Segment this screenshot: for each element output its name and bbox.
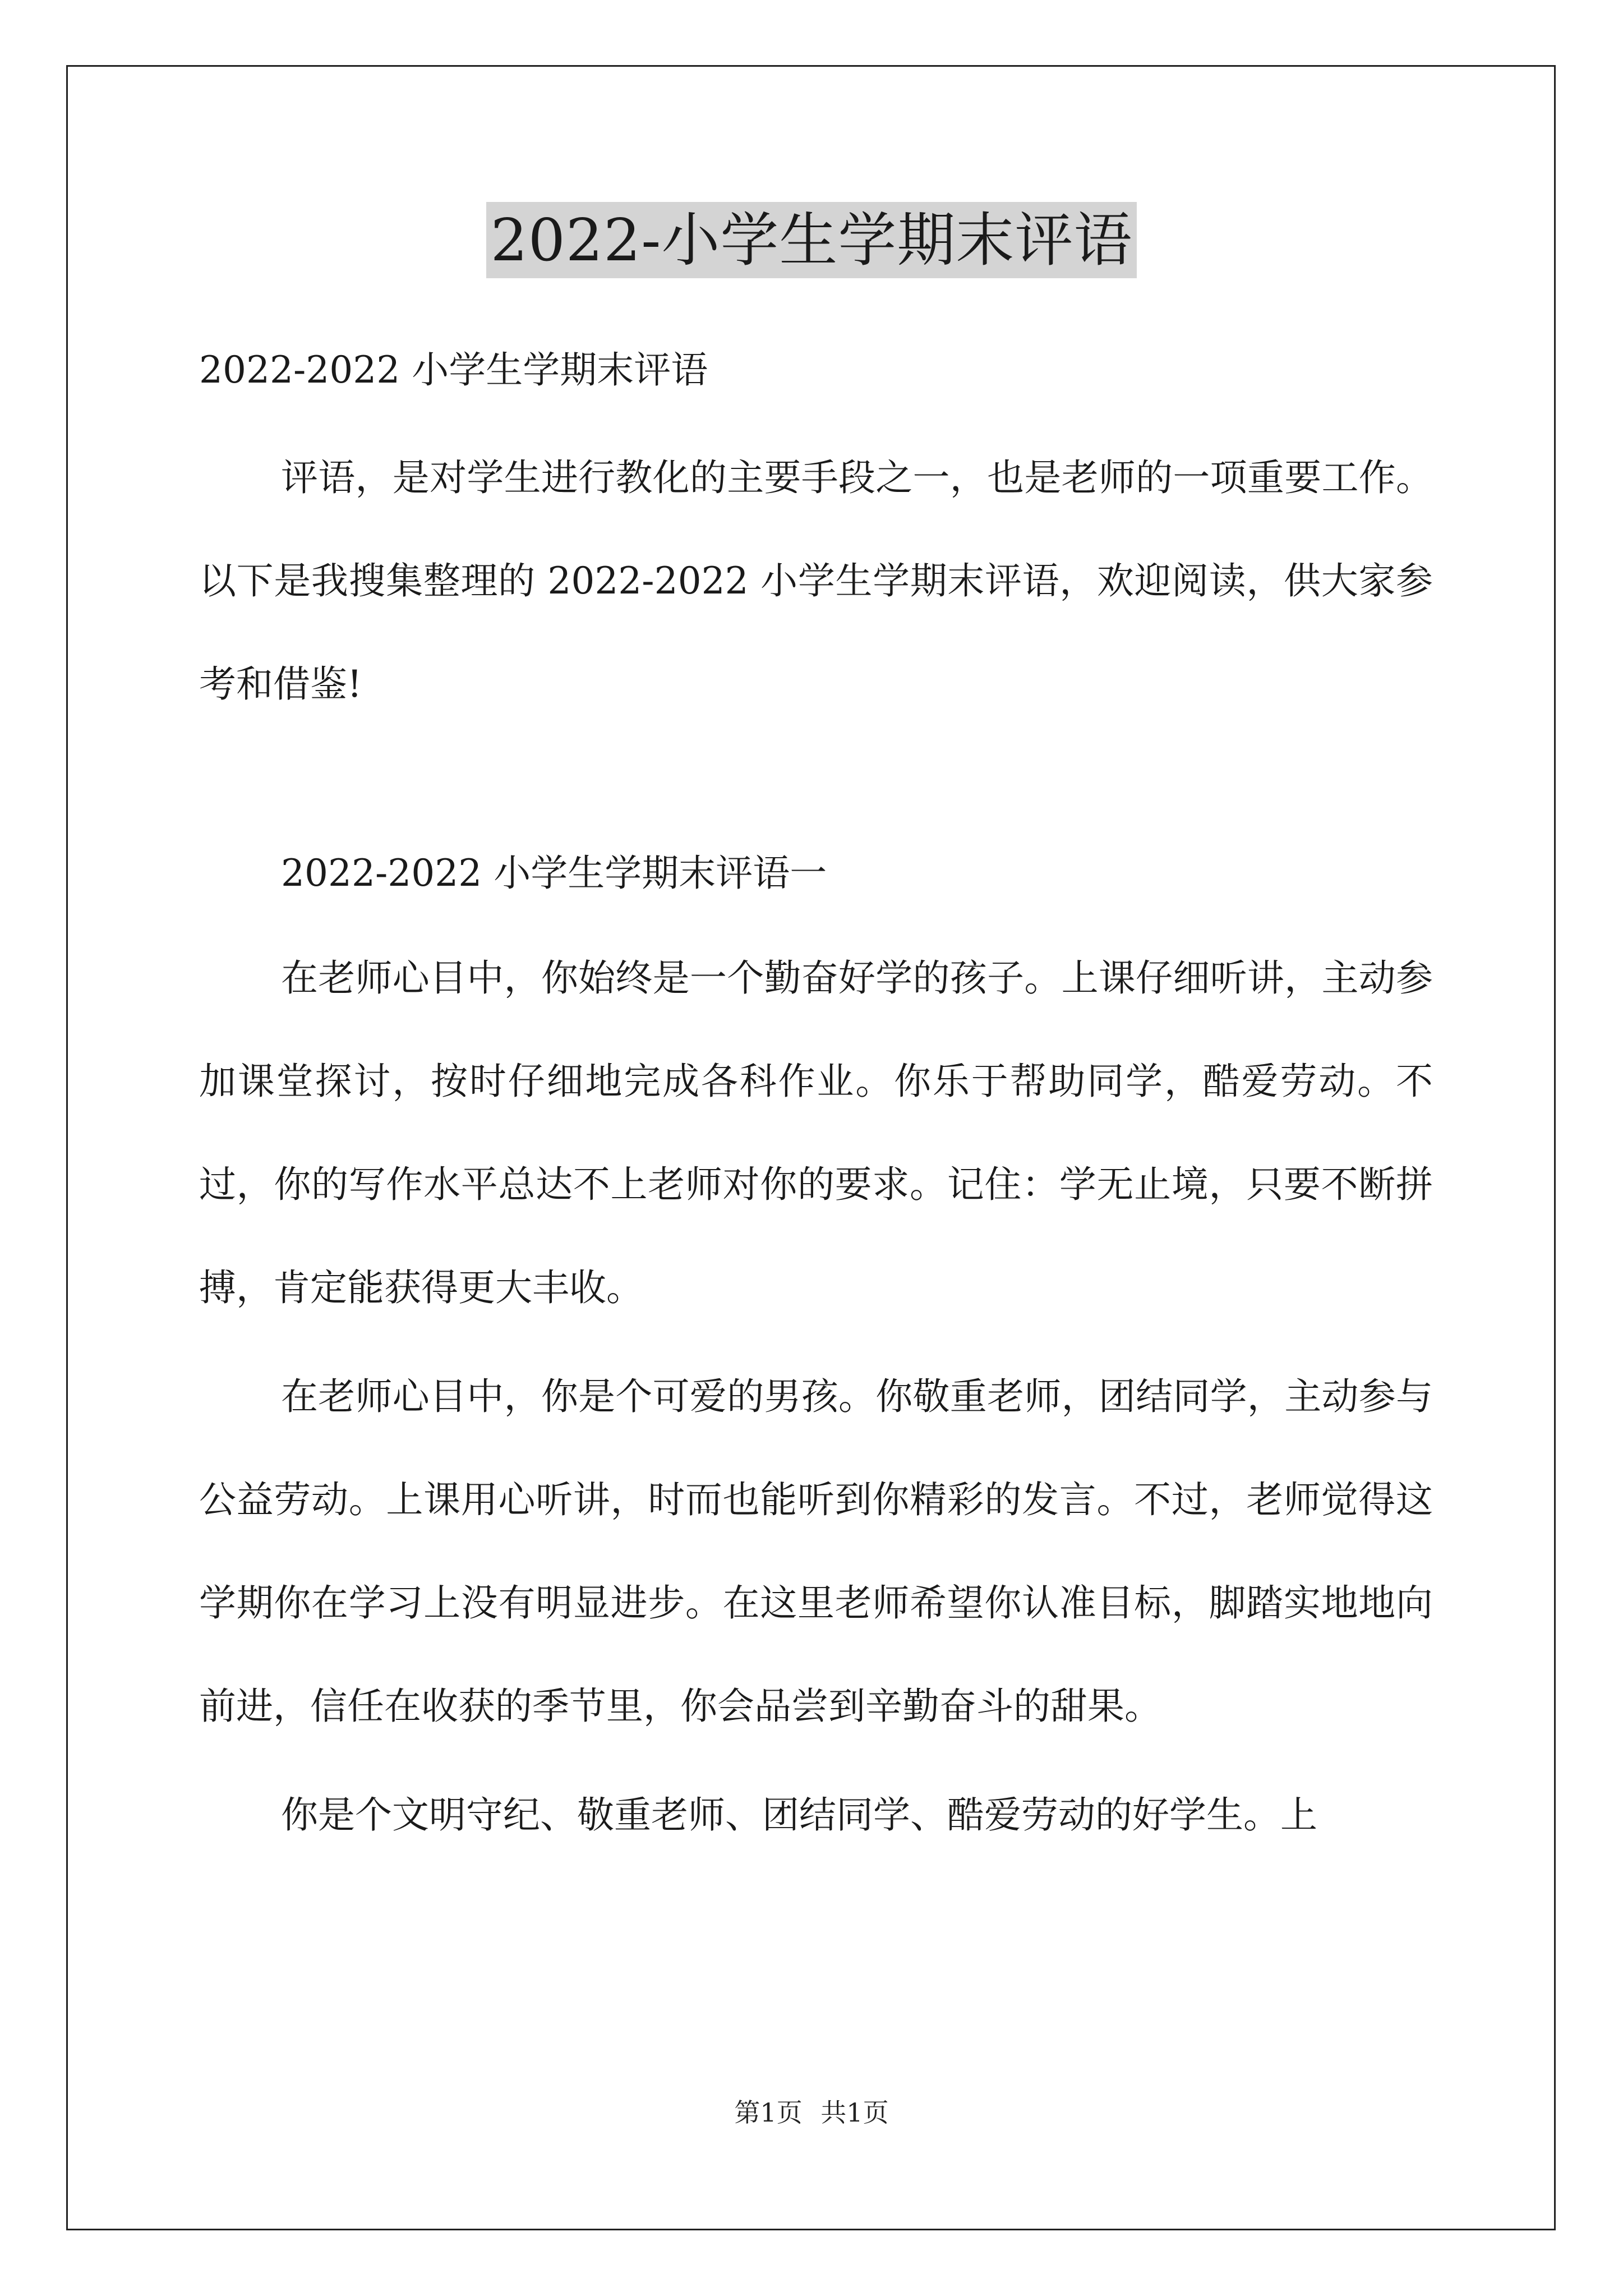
page-footer: 第1页 共1页	[734, 2097, 889, 2128]
document-subtitle: 2022-2022 小学生学期末评语	[199, 348, 708, 392]
section-heading: 2022-2022 小学生学期末评语一	[281, 852, 827, 895]
comment-paragraph-3: 你是个文明守纪、敬重老师、团结同学、酷爱劳动的好学生。上	[281, 1793, 1317, 1837]
intro-paragraph: 评语，是对学生进行教化的主要手段之一，也是老师的一项重要工作。以下是我搜集整理的 2022-2022 小学生学期末评语，欢迎阅读，供大家参考和借鉴!	[199, 456, 1433, 706]
comment-paragraph-1: 在老师心目中，你始终是一个勤奋好学的孩子。上课仔细听讲，主动参加课堂探讨，按时仔细地完成各科作业。你乐于帮助同学，酷爱劳动。不过，你的写作水平总达不上老师对你的要求。记住：学无止境，只要不断拼搏，肯定能获得更大丰收。	[199, 956, 1433, 1309]
comment-paragraph-2: 在老师心目中，你是个可爱的男孩。你敬重老师，团结同学，主动参与公益劳动。上课用心听讲，时而也能听到你精彩的发言。不过，老师觉得这学期你在学习上没有明显进步。在这里老师希望你认准目标，脚踏实地地向前进，信任在收获的季节里，你会品尝到辛勤奋斗的甜果。	[199, 1375, 1433, 1728]
document-body	[199, 314, 1433, 1867]
title-container	[0, 202, 1623, 278]
document-title: 2022-小学生学期末评语	[486, 202, 1137, 278]
